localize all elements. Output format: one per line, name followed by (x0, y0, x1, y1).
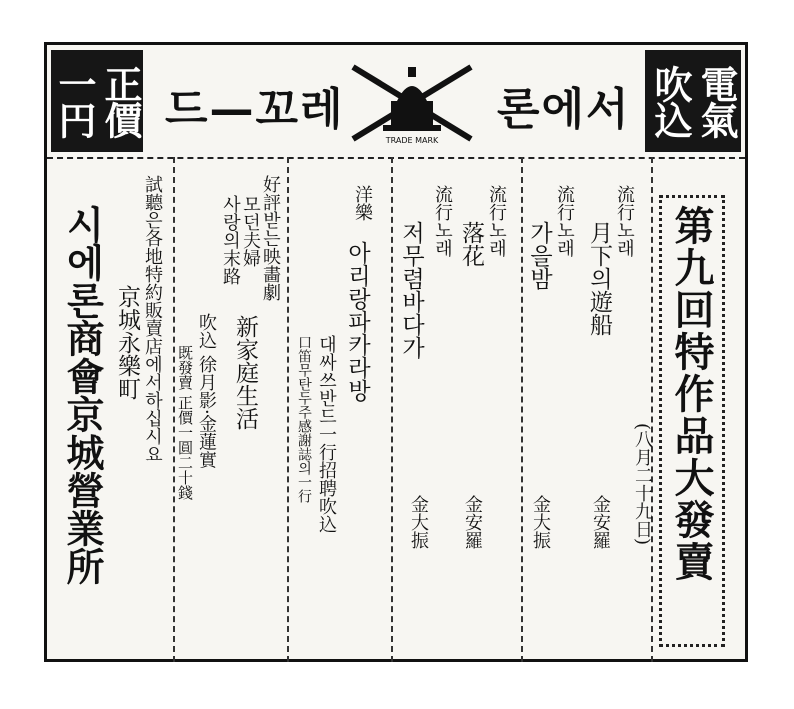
divider (521, 157, 523, 662)
price-value: 一円 (52, 65, 97, 137)
trademark-logo-icon (347, 59, 477, 147)
western-title: 아리랑파카라방 (344, 241, 370, 402)
record-artist: 金安羅 (462, 495, 483, 549)
drama-performers-label: 吹込 (196, 313, 217, 349)
record-genre: 流行노래 (554, 185, 575, 257)
price-label: 正價 (98, 65, 143, 137)
record-title: 저무렴바다가 (398, 221, 424, 359)
record-title: 落花 (458, 221, 484, 267)
drama-tagline: 好評받는映畵劇 (260, 175, 281, 301)
record-genre: 流行노래 (432, 185, 453, 257)
divider (287, 157, 289, 662)
advertisement (44, 42, 748, 662)
divider (173, 157, 175, 662)
record-artist: 金大振 (530, 495, 551, 549)
sale-date: (八月二十九日) (632, 423, 653, 546)
logo-text: TRADE MARK (385, 136, 439, 145)
electric-recording-badge (645, 50, 741, 152)
divider (391, 157, 393, 662)
drama-performers: 徐月影·金蓮實 (196, 355, 217, 469)
badge-bottom: 吹込 (648, 65, 693, 137)
western-note-a: 대싸쓰반드一行招聘吹込 (316, 335, 337, 533)
divider (651, 157, 653, 662)
sale-title: 第九回特作品大發賣 (668, 205, 714, 583)
record-title: 가을밤 (526, 221, 552, 290)
badge-top: 電氣 (694, 65, 739, 137)
drama-title: 新家庭生活 (232, 315, 258, 430)
header-band (47, 45, 745, 159)
drama-subtitle-a: 모던夫婦 (240, 195, 261, 267)
brand-name-left: 드—꼬레 (165, 84, 345, 135)
record-artist: 金安羅 (590, 495, 611, 549)
brand-name-right: 론에서 (497, 84, 631, 135)
drama-subtitle-b: 사랑의末路 (220, 195, 241, 285)
store-address: 京城永樂町 (114, 285, 140, 400)
record-genre: 流行노래 (614, 185, 635, 257)
record-title: 月下의遊船 (586, 221, 612, 336)
drama-price: 既發賣 正價一圓二十錢 (176, 345, 194, 500)
record-genre: 流行노래 (486, 185, 507, 257)
western-note-b: 口笛무탄두주感謝誌의一行 (296, 335, 312, 503)
price-badge (51, 50, 143, 152)
store-notice: 試聽은各地特約販賣店에서하십시요 (142, 175, 163, 463)
store-name: 시에론商會京城營業所 (60, 205, 104, 585)
record-artist: 金大振 (408, 495, 429, 549)
western-genre: 洋樂 (352, 185, 373, 221)
